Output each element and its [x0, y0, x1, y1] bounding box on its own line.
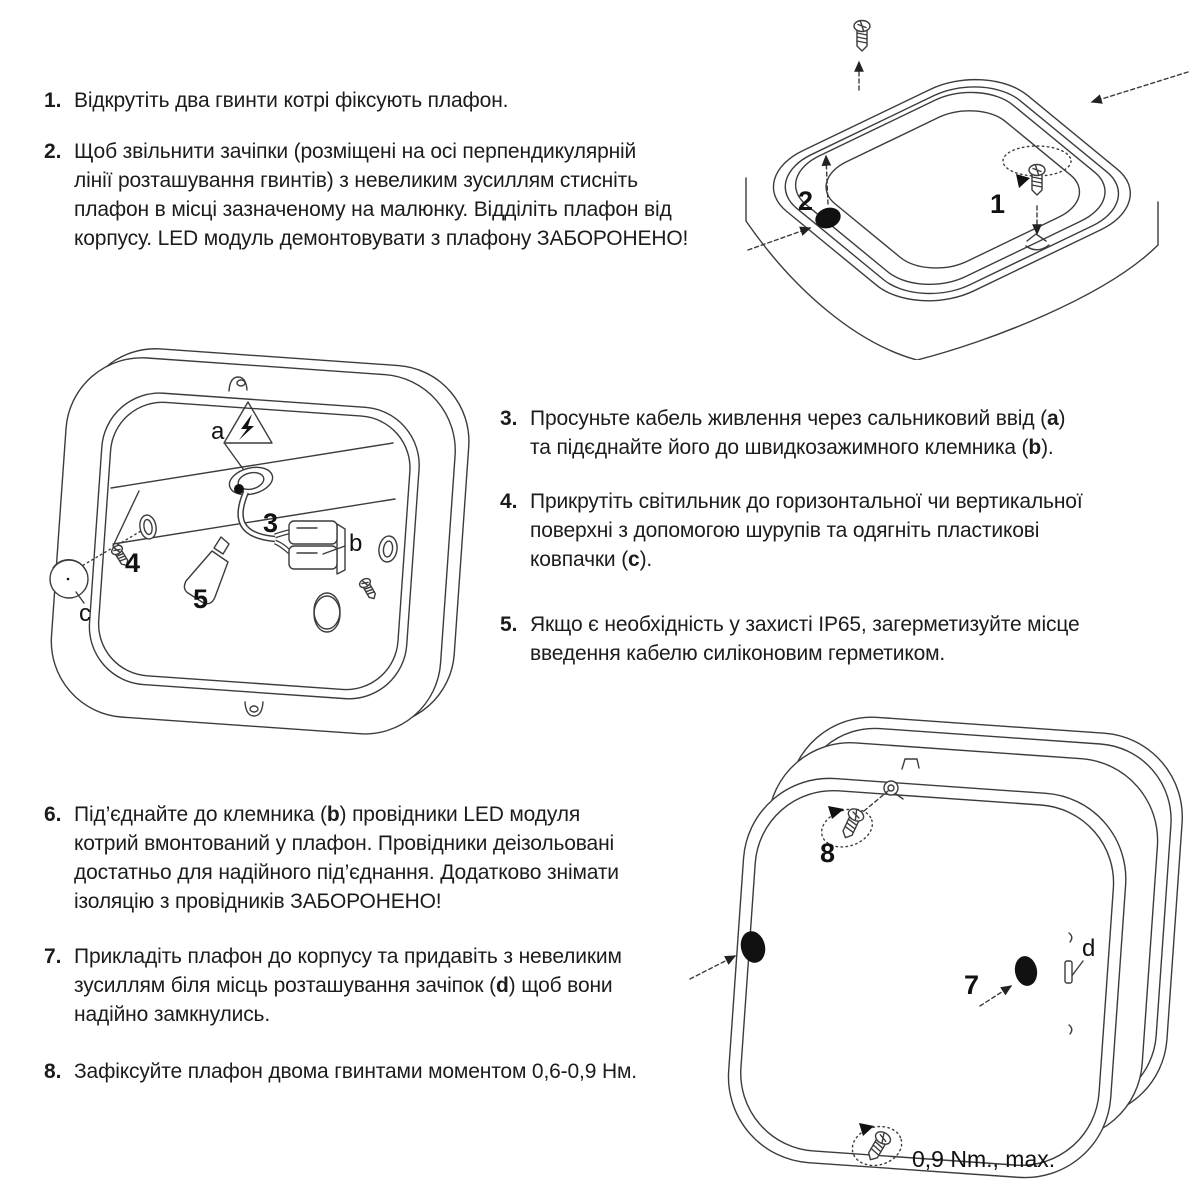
- step-6: [44, 800, 619, 916]
- step-line: введення кабелю силіконовим герметиком.: [530, 642, 946, 665]
- step-number: 3.: [500, 407, 518, 430]
- step-number: 1.: [44, 89, 62, 112]
- step-text: [74, 137, 688, 253]
- step-line: Просуньте кабель живлення через сальниковий ввід (a): [530, 407, 1066, 430]
- step-number: 5.: [500, 613, 518, 636]
- step-number: 6.: [44, 803, 62, 826]
- step-1: [44, 86, 508, 115]
- step-line: надійно замкнулись.: [74, 1003, 271, 1026]
- step-line: корпусу. LED модуль демонтовувати з плафону ЗАБОРОНЕНО!: [74, 227, 689, 250]
- latch-clip: [1065, 961, 1072, 983]
- step-line: Якщо є необхідність у захисті IP65, загерметизуйте місце: [530, 613, 1080, 636]
- step-line: поверхні з допомогою шурупів та одягніть пластикові: [530, 519, 1040, 542]
- step-5: [500, 610, 1080, 668]
- terminal-block: [289, 521, 337, 544]
- label-gland-a: a: [211, 418, 225, 445]
- label-terminal-b: b: [349, 530, 363, 557]
- label-cap-c: c: [79, 600, 91, 627]
- step-line: Зафіксуйте плафон двома гвинтами моментом 0,6-0,9 Нм.: [74, 1060, 637, 1083]
- step-text: [74, 942, 622, 1029]
- step-number: 7.: [44, 945, 62, 968]
- step-line: Прикладіть плафон до корпусу та придавіть з невеликим: [74, 945, 622, 968]
- step-text: [530, 487, 1083, 574]
- cable-knockout: [314, 596, 340, 632]
- step-line: лінії розташування гвинтів) з невеликим зусиллям стисніть: [74, 169, 638, 192]
- step-number: 8.: [44, 1060, 62, 1083]
- torque-note: 0,9 Nm., max.: [912, 1146, 1056, 1172]
- step-line: ізоляцію з провідників ЗАБОРОНЕНО!: [74, 890, 442, 913]
- step-line: достатньо для надійного під’єднання. Додатково знімати: [74, 861, 619, 884]
- step-line: плафон в місці зазначеному на малюнку. Відділіть плафон від: [74, 198, 672, 221]
- step-line: Прикрутіть світильник до горизонтальної чи вертикальної: [530, 490, 1083, 513]
- figure-base-wiring: [35, 340, 485, 760]
- step-text: [530, 610, 1080, 668]
- step-line: Щоб звільнити зачіпки (розміщені на осі перпендикулярній: [74, 140, 637, 163]
- arrow-press-side: [748, 228, 810, 250]
- screw-icon: [854, 21, 870, 52]
- figure-cover-removal: [740, 0, 1200, 360]
- label-screw-1: 1: [990, 189, 1006, 219]
- step-line: ковпачки (c).: [530, 548, 653, 571]
- step-7: [44, 942, 622, 1029]
- figure-cover-closing: [680, 695, 1200, 1200]
- step-2: [44, 137, 688, 253]
- step-line: зусиллям біля місць розташування зачіпок (d) щоб вони: [74, 974, 613, 997]
- label-press-point-2: 2: [798, 186, 814, 216]
- cap-center-dot: [67, 578, 70, 581]
- label-latch-d: d: [1082, 935, 1096, 962]
- step-number: 2.: [44, 140, 62, 163]
- step-text: [74, 800, 619, 916]
- step-text: [74, 86, 508, 115]
- base-opening-rim: [85, 389, 423, 702]
- arrow-press-left: [690, 956, 735, 979]
- step-text: [74, 1057, 637, 1086]
- label-press-point-7: 7: [964, 970, 980, 1000]
- step-4: [500, 487, 1083, 574]
- step-line: Відкрутіть два гвинти котрі фіксують плафон.: [74, 89, 509, 112]
- terminal-block: [289, 546, 337, 569]
- label-screw-4: 4: [125, 548, 141, 578]
- step-line: Під’єднайте до клемника (b) провідники LED модуля: [74, 803, 581, 826]
- step-3: [500, 404, 1065, 462]
- step-line: котрий вмонтований у плафон. Провідники деізольовані: [74, 832, 615, 855]
- arrow-to-corner: [1092, 72, 1188, 102]
- label-screw-8: 8: [820, 838, 836, 868]
- step-number: 4.: [500, 490, 518, 513]
- step-line: та підєднайте його до швидкозажимного клемника (b).: [530, 436, 1054, 459]
- label-sealant-5: 5: [193, 584, 209, 614]
- step-8: [44, 1057, 637, 1086]
- label-cable-3: 3: [263, 508, 279, 538]
- step-text: [530, 404, 1065, 462]
